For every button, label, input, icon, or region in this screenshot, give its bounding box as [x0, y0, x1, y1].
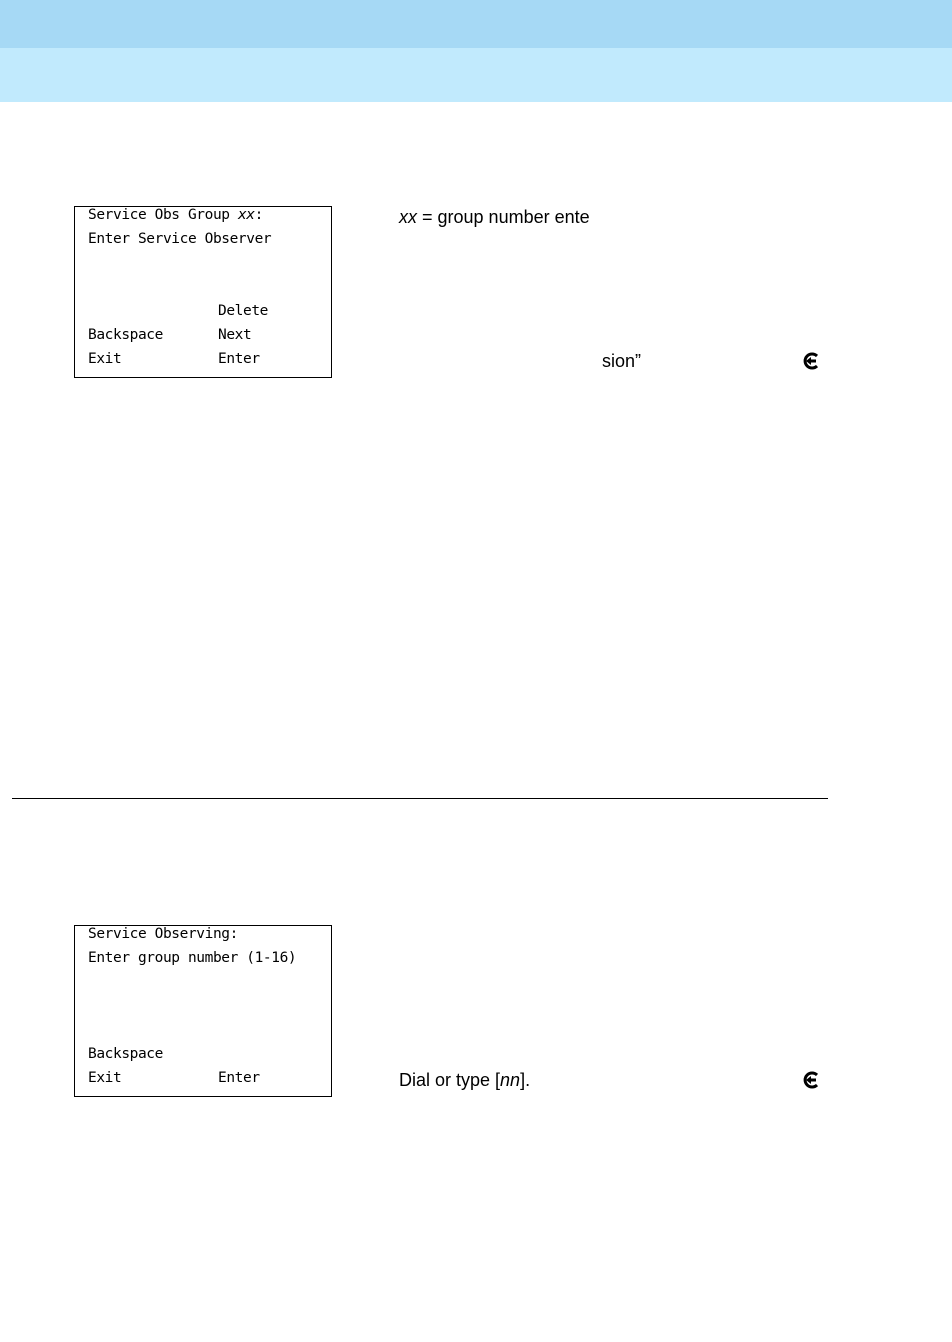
- return-arrow-icon: [802, 1071, 820, 1089]
- enter-softkey[interactable]: Enter: [218, 1070, 260, 1086]
- next-softkey[interactable]: Next: [218, 327, 252, 343]
- header-band-top: [0, 0, 952, 48]
- exit-softkey[interactable]: Exit: [88, 1070, 122, 1086]
- return-arrow-icon: [802, 352, 820, 370]
- instruction-fragment: sion”: [602, 351, 642, 371]
- instruction-dial-or-type: Dial or type [nn].: [399, 1070, 531, 1090]
- console-display-service-observing: [74, 925, 332, 1097]
- display-prompt: Enter Service Observer: [88, 231, 272, 247]
- exit-softkey[interactable]: Exit: [88, 351, 122, 367]
- backspace-softkey[interactable]: Backspace: [88, 327, 163, 343]
- delete-softkey[interactable]: Delete: [218, 303, 268, 319]
- console-display-service-obs-group: [74, 206, 332, 378]
- section-divider: [12, 798, 828, 799]
- display-prompt: Enter group number (1-16): [88, 950, 297, 966]
- backspace-softkey[interactable]: Backspace: [88, 1046, 163, 1062]
- instruction-group-number: xx = group number ente: [399, 207, 590, 227]
- display-title: Service Obs Group xx:: [88, 207, 263, 223]
- enter-softkey[interactable]: Enter: [218, 351, 260, 367]
- display-title: Service Observing:: [88, 926, 238, 942]
- header-band-bottom: [0, 48, 952, 102]
